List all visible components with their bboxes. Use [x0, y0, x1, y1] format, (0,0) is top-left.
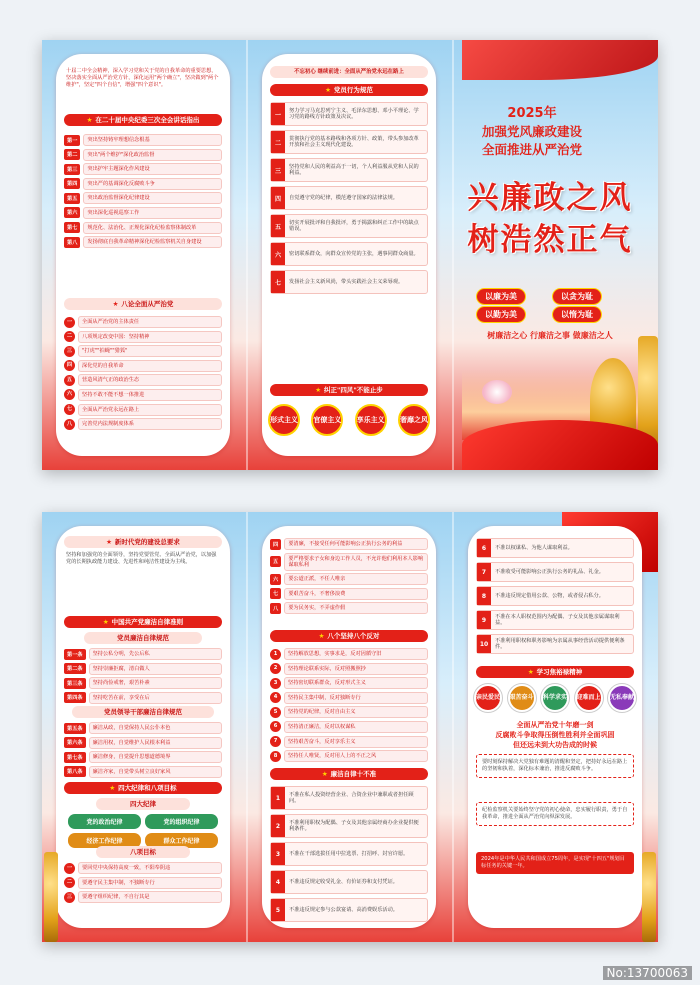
slogan-pill: 以惰为耻	[552, 306, 602, 323]
list-item: 10 不准利用职权和职务影响为亲属从事经营活动提供便利条件。	[476, 634, 634, 654]
list-item: 第三条 坚持尚俭戒奢，艰苦朴素	[64, 677, 222, 689]
list-item: 五 切实开展批评和自我批评，勇于揭露和纠正工作中的缺点错误。	[270, 214, 428, 238]
panel-discipline-speech	[56, 54, 230, 456]
panel-member-conduct	[262, 54, 436, 456]
red-flag-decoration	[462, 40, 658, 80]
list-item: 第三 突出护牢主题深化作风建设	[64, 163, 222, 175]
list-item: 五 营造风清气正的政治生态	[64, 374, 222, 386]
list-item: 三 "打虎""拍蝇""猎狐"	[64, 345, 222, 357]
anniversary-note: 2024年是中华人民共和国成立75周年，是实现"十四五"规划目标任务的关键一年。	[476, 852, 634, 874]
star-icon: ★	[109, 784, 116, 792]
list-item: 六 坚持不敢不能不想一体推进	[64, 389, 222, 401]
red-ribbon-decoration	[462, 420, 658, 470]
star-icon: ★	[321, 770, 328, 778]
list-item: 7 坚持艰苦奋斗，反对享乐主义	[270, 736, 428, 748]
list-item: 8 坚持任人唯贤，反对用人上的不正之风	[270, 750, 428, 762]
list-item: 第四 突出严的基调深化反腐败斗争	[64, 178, 222, 190]
list-item: 一 全面从严治党的主体责任	[64, 316, 222, 328]
list-item: 4 坚持民主集中制，反对独断专行	[270, 692, 428, 704]
list-item: 第八 发扬彻底自我革命精神深化纪检监察机关自身建设	[64, 236, 222, 248]
section-heading: ★ 纠正"四风"不能止步	[270, 384, 428, 396]
slogan-pill: 以廉为美	[476, 288, 526, 305]
list-item: 三 要遵守组织纪律，不自行其是	[64, 891, 222, 903]
hedonism-badge: 享乐主义	[355, 404, 387, 436]
cover-title-1: 兴廉政之风	[467, 180, 633, 216]
goals-continued-list	[270, 538, 428, 617]
star-icon: ★	[527, 668, 534, 676]
bureaucracy-badge: 官僚主义	[311, 404, 343, 436]
list-item: 第七条 廉洁修身，自觉提升思想道德境界	[64, 751, 222, 763]
list-item: 一 要回党中央保持高度一致，不阳奉阴违	[64, 862, 222, 874]
list-item: 2 坚持理论联系实际，反对照搬照抄	[270, 663, 428, 675]
list-item: 9 不准在本人职权范围内为配偶、子女及其他亲属谋取利益。	[476, 610, 634, 630]
lotus-flower-icon	[482, 380, 512, 404]
cover-title-2: 树浩然正气	[467, 222, 633, 258]
list-item: 第五 突出政治监督深化纪律建设	[64, 192, 222, 204]
list-item: 6 不准以权谋私、为他人谋取利益。	[476, 538, 634, 558]
list-item: 1 不准在私人投资经营企业、合资企业中兼职或者担任顾问。	[270, 786, 428, 810]
list-item: 第七 规范化、法治化、正规化深化纪检监察体制改革	[64, 222, 222, 234]
cover-slogan: 树廉洁之心 行廉洁之事 做廉洁之人	[487, 331, 613, 340]
list-item: 七 发扬社会主义新风尚，带头实践社会主义荣辱观。	[270, 270, 428, 294]
ten-prohibitions-list	[270, 786, 428, 926]
discipline-tag: 党的政治纪律	[68, 814, 141, 829]
list-item: 2 不准利用职权为配偶、子女及其他亲属经商办企业提供便利条件。	[270, 814, 428, 838]
star-icon: ★	[318, 632, 325, 640]
intro-text: 十届二中全会精神，深入学习党和关于党的自我革命的重要思想，坚决落实全面从严治党方针，深化运用"两个确立"，坚决做到"两个维护"，坚定"四个自信"，增强"四个意识"。	[66, 68, 219, 88]
list-item: 六 要公道正派，不任人唯亲	[270, 573, 428, 585]
panel-party-building	[56, 526, 230, 928]
four-winds-badges	[268, 404, 430, 436]
eight-goals-list	[64, 862, 222, 906]
section-heading: ★ 中国共产党廉洁自律准则	[64, 616, 222, 628]
list-item: 8 不准违反规定借用公款、公物，或者侵占私分。	[476, 586, 634, 606]
speech-point-list	[64, 134, 222, 251]
list-item: 二 八项规定改变中国：坚持精神	[64, 331, 222, 343]
list-item: 五 要严格要求子女和身边工作人员，不允许他们利用本人影响谋取私利	[270, 553, 428, 571]
eight-points-list	[64, 316, 222, 433]
star-icon: ★	[86, 116, 93, 124]
list-item: 八 完善党内法规制度体系	[64, 418, 222, 430]
conduct-card-list	[270, 102, 428, 298]
panel-eight-insists	[262, 526, 436, 928]
ten-prohibitions-continued	[476, 538, 634, 658]
list-item: 二 要遵守民主集中制，不独断专行	[64, 877, 222, 889]
discipline-tag: 群众工作纪律	[145, 833, 218, 848]
huabiao-pillar-icon	[642, 852, 656, 942]
list-item: 第二 突出"两个维护"深化政治监督	[64, 149, 222, 161]
list-item: 六 密切联系群众，向群众宣传党的主张，遇事同群众商量。	[270, 242, 428, 266]
spirit-badge: 科学求实	[541, 684, 569, 712]
discipline-tag: 党的组织纪律	[145, 814, 218, 829]
section-heading: ★ 学习焦裕禄精神	[476, 666, 634, 678]
list-item: 第六 突出深化巡视巡察工作	[64, 207, 222, 219]
slogan-pill: 以贪为耻	[552, 288, 602, 305]
subsection-heading: 党员廉洁自律规范	[84, 632, 202, 644]
cover-subtitle-1: 加强党风廉政建设	[481, 124, 582, 139]
fold-line	[452, 512, 454, 942]
framed-paragraph: 要时刻保持解决大党独有难题的清醒和坚定，把持好永远在路上的坚韧和执着，深化标本兼治，推进反腐败斗争。	[476, 754, 634, 778]
section-heading: ★ 新时代党的建设总要求	[64, 536, 222, 548]
self-discipline-list	[64, 648, 222, 706]
star-icon: ★	[112, 300, 119, 308]
spirit-badge: 艰苦奋斗	[508, 684, 536, 712]
fold-line	[246, 512, 248, 942]
star-icon: ★	[102, 618, 109, 626]
section-heading: ★ 八论全面从严治党	[64, 298, 222, 310]
spirit-badge: 迎难而上	[575, 684, 603, 712]
list-item: 6 坚持清正廉洁，反对以权谋私	[270, 721, 428, 733]
list-item: 七 全面从严治党永远在路上	[64, 404, 222, 416]
list-item: 第四条 坚持吃苦在前，享受在后	[64, 692, 222, 704]
list-item: 4 不准违反规定收受礼金、有价证券和支付凭证。	[270, 870, 428, 894]
four-disciplines-grid	[68, 814, 218, 848]
slogan-pill: 以勤为美	[476, 306, 526, 323]
list-item: 七 要艰苦奋斗，不奢侈浪费	[270, 588, 428, 600]
list-item: 八 要为民务实，不弄虚作假	[270, 602, 428, 614]
section-heading: ★ 四大纪律和八项目标	[64, 782, 222, 794]
subsection-heading: 党员领导干部廉洁自律规范	[72, 706, 214, 718]
list-item: 第一条 坚持公私分明，先公后私	[64, 648, 222, 660]
panel-jiao-yulu	[468, 526, 642, 928]
section-heading: 不忘初心 继续前进：全面从严治党永远在路上	[270, 66, 428, 78]
list-item: 第八条 廉洁齐家，自觉带头树立良好家风	[64, 766, 222, 778]
spirit-badge: 亲民爱民	[474, 684, 502, 712]
discipline-tag: 经济工作纪律	[68, 833, 141, 848]
spirit-badges	[474, 684, 636, 712]
list-item: 第五条 廉洁从政，自觉保持人民公仆本色	[64, 722, 222, 734]
section-heading: ★ 八个坚持八个反对	[270, 630, 428, 642]
key-statement: 全面从严治党十年磨一剑 反腐败斗争取得压倒性胜利并全面巩固 但还远未到大功告成的时候	[495, 721, 615, 749]
cover-year: 2025年	[507, 106, 557, 121]
star-icon: ★	[325, 86, 331, 94]
cover-subtitle-2: 全面推进从严治党	[481, 142, 582, 157]
eight-insists-list	[270, 648, 428, 765]
section-heading: ★ 在二十届中央纪委三次全会讲话指出	[64, 114, 222, 126]
list-item: 四 自觉遵守党的纪律，模范遵守国家的法律法规。	[270, 186, 428, 210]
list-item: 四 深化党的自我革命	[64, 360, 222, 372]
star-icon: ★	[315, 386, 322, 394]
star-icon: ★	[106, 538, 112, 546]
list-item: 5 不准违反规定参与公款宴请、高消费娱乐活动。	[270, 898, 428, 922]
brochure-outside-sheet	[42, 40, 658, 470]
list-item: 二 贯彻执行党的基本路线和各项方针、政策，带头参加改革开放和社会主义现代化建设。	[270, 130, 428, 154]
list-item: 三 坚持党和人民的利益高于一切，个人利益服从党和人民的利益。	[270, 158, 428, 182]
list-item: 一 努力学习马克思列宁主义、毛泽东思想、邓小平理论、学习党的路线方针政策及决议。	[270, 102, 428, 126]
image-id-watermark: No:13700063	[603, 966, 692, 980]
leader-discipline-list	[64, 722, 222, 780]
list-item: 第二条 坚持崇廉拒腐，清白做人	[64, 663, 222, 675]
list-item: 3 不准在干部选拔任用中拉选票、打招呼、封官许愿。	[270, 842, 428, 866]
list-item: 1 坚持解放思想，实事求是，反对因循守旧	[270, 648, 428, 660]
list-item: 5 坚持党的纪律，反对自由主义	[270, 706, 428, 718]
fold-line	[246, 40, 248, 470]
list-item: 第一 突出坚持铸牢理想信念根基	[64, 134, 222, 146]
list-item: 7 不准收受可能影响公正执行公务的礼品、礼金。	[476, 562, 634, 582]
subsection-heading: 八项目标	[96, 846, 190, 858]
framed-paragraph: 纪检监察机关要始终坚守党的初心使命，忠实履行职责，勇于自我革命，推进全面从严治党向纵深发展。	[476, 802, 634, 826]
subsection-heading: 四大纪律	[96, 798, 190, 810]
brochure-inside-sheet	[42, 512, 658, 942]
formalism-badge: 形式主义	[268, 404, 300, 436]
list-item: 3 坚持密切联系群众，反对形式主义	[270, 677, 428, 689]
huabiao-pillar-icon	[44, 852, 58, 942]
spirit-badge: 无私奉献	[608, 684, 636, 712]
section-heading: ★ 廉洁自律十不准	[270, 768, 428, 780]
intro-text: 坚持和加强党的全面领导，坚持党要管党、全面从严治党，以加强党的长期执政能力建设、先进性和纯洁性建设为主线。	[66, 552, 217, 565]
list-item: 四 要清廉，不接受任何可能影响公正执行公务的利益	[270, 538, 428, 550]
section-heading: ★ 党员行为规范	[270, 84, 428, 96]
list-item: 第六条 廉洁用权，自觉维护人民根本利益	[64, 737, 222, 749]
extravagance-badge: 奢靡之风	[398, 404, 430, 436]
